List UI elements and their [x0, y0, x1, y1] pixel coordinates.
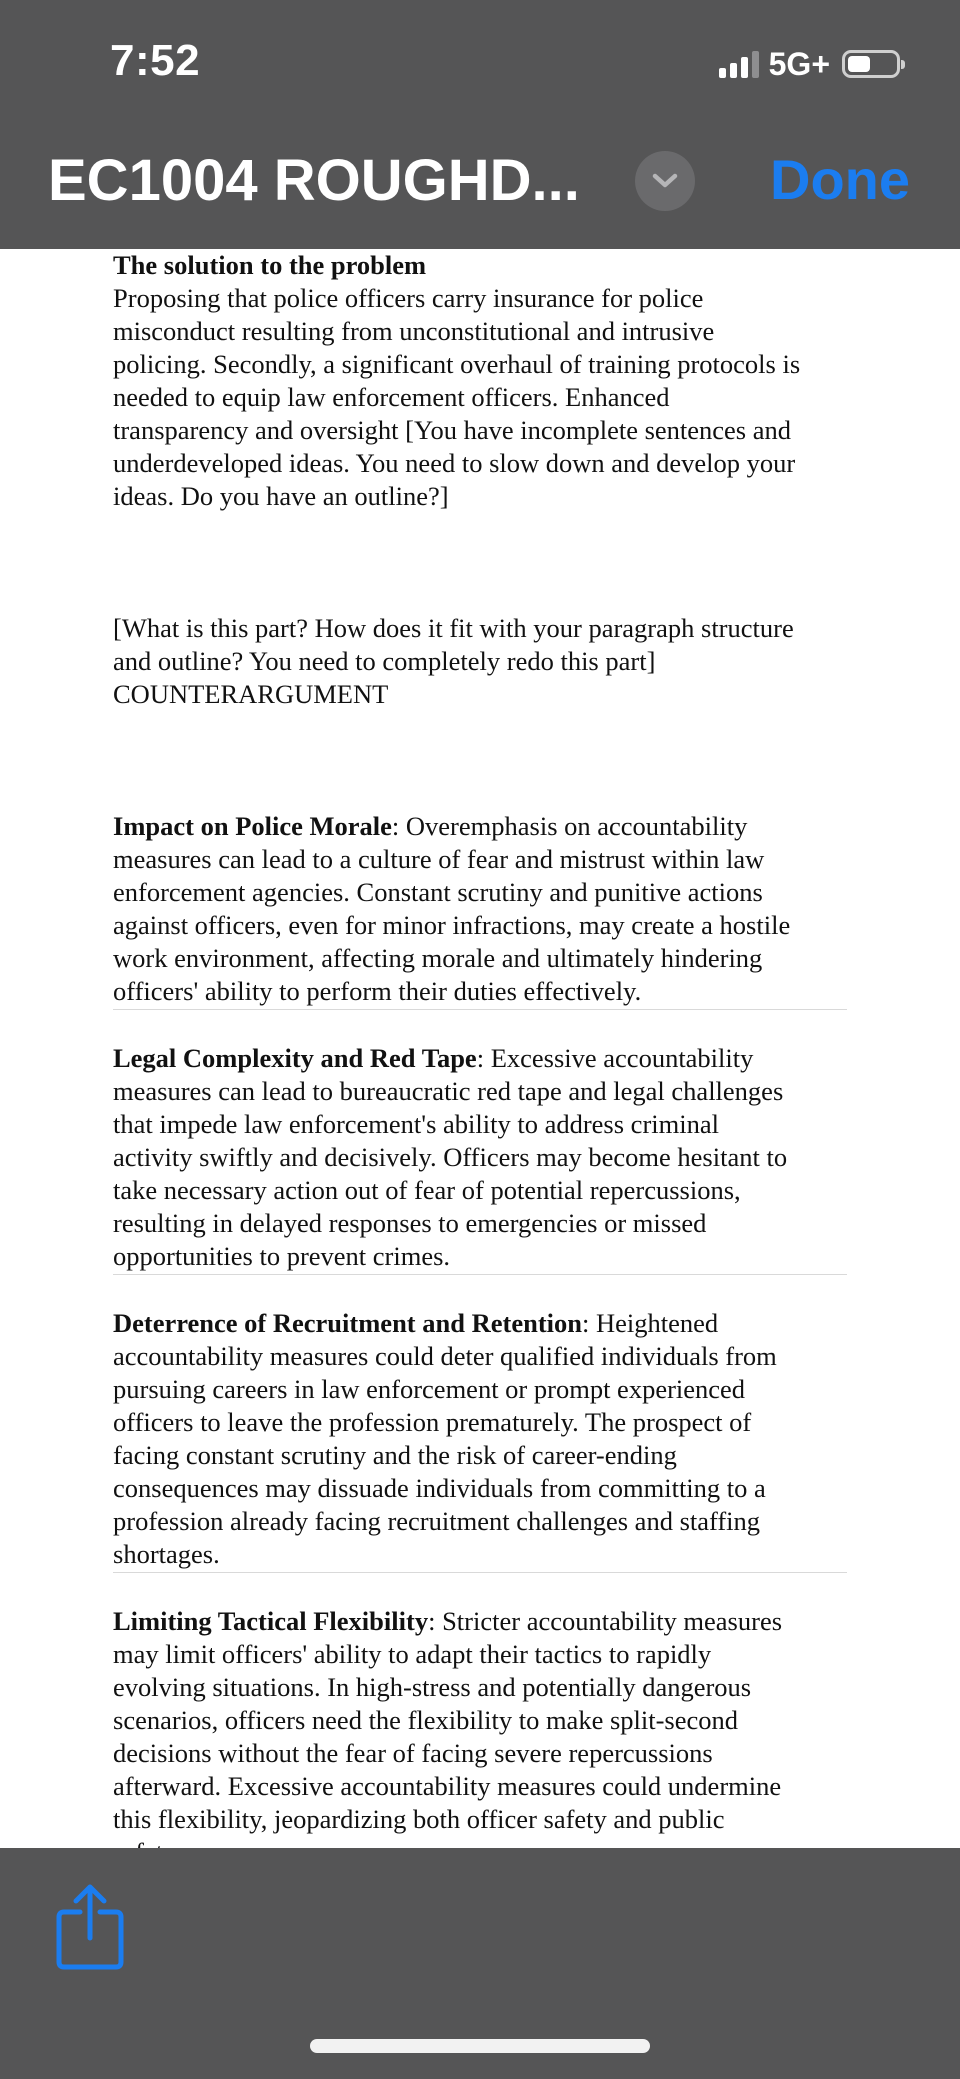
divider	[113, 1274, 847, 1275]
point-line: pursuing careers in law enforcement or prompt experienced	[113, 1374, 746, 1404]
network-label: 5G+	[768, 45, 830, 82]
point-line: this flexibility, jeopardizing both officer safety and public	[113, 1804, 725, 1834]
point-line: officers' ability to perform their duties effectively.	[113, 976, 642, 1006]
point-line: shortages.	[113, 1539, 220, 1569]
point-line: accountability measures could deter qualified individuals from	[113, 1341, 777, 1371]
bottom-toolbar	[0, 1848, 960, 2079]
counterargument-point	[113, 1605, 847, 1870]
point-title: Limiting Tactical Flexibility	[113, 1606, 429, 1636]
point-line: activity swiftly and decisively. Officers may become hesitant to	[113, 1142, 788, 1172]
title-menu-button[interactable]	[635, 151, 695, 211]
divider	[113, 1009, 847, 1010]
point-line: measures can lead to a culture of fear and mistrust within law	[113, 844, 765, 874]
point-line: resulting in delayed responses to emergencies or missed	[113, 1208, 707, 1238]
divider	[113, 1572, 847, 1573]
point-line: facing constant scrutiny and the risk of career-ending	[113, 1440, 677, 1470]
point-line: against officers, even for minor infractions, may create a hostile	[113, 910, 791, 940]
point-text: : Stricter accountability measures	[428, 1606, 783, 1636]
chevron-down-icon	[650, 171, 680, 191]
point-first-line	[113, 1307, 847, 1340]
solution-line: ideas. Do you have an outline?]	[113, 481, 449, 511]
solution-heading: The solution to the problem	[113, 250, 427, 280]
point-line: that impede law enforcement's ability to address criminal	[113, 1109, 719, 1139]
point-title: Deterrence of Recruitment and Retention	[113, 1308, 583, 1338]
solution-line: transparency and oversight [You have incomplete sentences and	[113, 415, 792, 445]
comment-line: [What is this part? How does it fit with your paragraph structure	[113, 613, 794, 643]
solution-line: policing. Secondly, a significant overhaul of training protocols is	[113, 349, 801, 379]
solution-line: Proposing that police officers carry insurance for police	[113, 283, 704, 313]
point-line: enforcement agencies. Constant scrutiny and punitive actions	[113, 877, 763, 907]
blank-space	[113, 711, 847, 810]
home-indicator[interactable]	[310, 2039, 650, 2053]
counterargument-label: COUNTERARGUMENT	[113, 679, 389, 709]
point-line: measures can lead to bureaucratic red tape and legal challenges	[113, 1076, 784, 1106]
solution-line: misconduct resulting from unconstitutional and intrusive	[113, 316, 715, 346]
blank-space	[113, 513, 847, 612]
point-line: profession already facing recruitment challenges and staffing	[113, 1506, 761, 1536]
counterargument-point	[113, 1042, 847, 1274]
counterargument-point	[113, 1307, 847, 1572]
point-text: : Overemphasis on accountability	[391, 811, 748, 841]
battery-icon	[842, 50, 900, 78]
document-viewer[interactable]	[0, 249, 960, 1848]
point-line: opportunities to prevent crimes.	[113, 1241, 451, 1271]
point-line: consequences may dissuade individuals from committing to a	[113, 1473, 766, 1503]
share-icon	[54, 1882, 126, 1972]
point-first-line	[113, 810, 847, 843]
point-first-line	[113, 1605, 847, 1638]
point-title: Impact on Police Morale	[113, 811, 392, 841]
document-title: EC1004 ROUGHD...	[48, 148, 580, 213]
document-page	[113, 249, 847, 1870]
cellular-signal-icon	[719, 50, 759, 78]
status-time: 7:52	[110, 36, 201, 85]
point-line: take necessary action out of fear of potential repercussions,	[113, 1175, 741, 1205]
point-text: : Heightened	[582, 1308, 719, 1338]
top-bar	[0, 0, 960, 249]
share-button[interactable]	[54, 1882, 126, 1972]
point-line: work environment, affecting morale and ultimately hindering	[113, 943, 763, 973]
point-text: : Excessive accountability	[476, 1043, 754, 1073]
point-line: evolving situations. In high-stress and potentially dangerous	[113, 1672, 752, 1702]
solution-line: needed to equip law enforcement officers. Enhanced	[113, 382, 670, 412]
point-line: afterward. Excessive accountability measures could undermine	[113, 1771, 782, 1801]
point-line: officers to leave the profession prematurely. The prospect of	[113, 1407, 752, 1437]
counterargument-point	[113, 810, 847, 1009]
point-first-line	[113, 1042, 847, 1075]
point-line: decisions without the fear of facing severe repercussions	[113, 1738, 713, 1768]
point-title: Legal Complexity and Red Tape	[113, 1043, 477, 1073]
solution-line: underdeveloped ideas. You need to slow down and develop your	[113, 448, 796, 478]
status-indicators	[719, 44, 900, 84]
done-button[interactable]: Done	[770, 148, 910, 211]
point-line: may limit officers' ability to adapt their tactics to rapidly	[113, 1639, 712, 1669]
comment-line: and outline? You need to completely redo this part]	[113, 646, 656, 676]
point-line: scenarios, officers need the flexibility to make split-second	[113, 1705, 739, 1735]
